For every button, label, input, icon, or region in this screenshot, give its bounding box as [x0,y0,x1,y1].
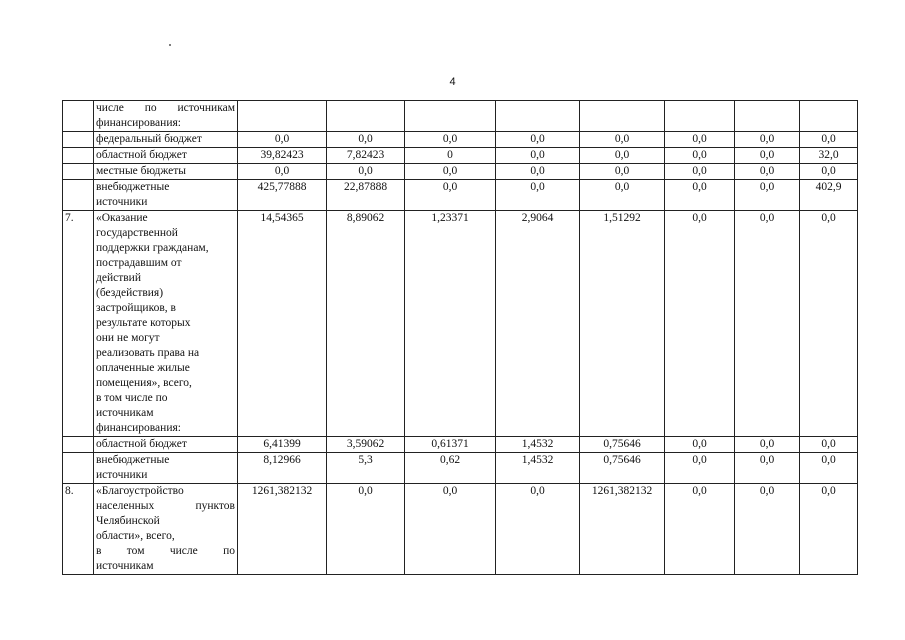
value-cell-4: 0,0 [496,132,580,148]
value-cell-4: 0,0 [496,164,580,180]
description-line: источникам [96,560,154,572]
description-line: государственной [96,227,178,239]
value-cell-6: 0,0 [665,437,735,453]
value-cell-8: 32,0 [800,148,858,164]
description-cell [94,211,238,437]
value-cell-8: 0,0 [800,484,858,575]
description-cell [94,453,238,484]
value-cell-6 [665,101,735,132]
value-cell-7: 0,0 [735,437,800,453]
value-cell-8: 0,0 [800,164,858,180]
description-line: числе по источникам [96,102,235,114]
row-number-cell [63,180,94,211]
description-line: внебюджетные [96,181,170,193]
description-line: источники [96,469,148,481]
description-line: областной бюджет [96,149,187,161]
value-cell-2: 3,59062 [327,437,405,453]
description-line: пострадавшим от [96,257,182,269]
table-row [63,148,858,164]
value-cell-8: 0,0 [800,453,858,484]
value-cell-4: 1,4532 [496,453,580,484]
value-cell-4: 2,9064 [496,211,580,437]
description-line: результате которых [96,317,191,329]
value-cell-1: 6,41399 [238,437,327,453]
row-number-cell [63,164,94,180]
description-line: Челябинской [96,515,160,527]
value-cell-8: 402,9 [800,180,858,211]
table-row [63,484,858,575]
value-cell-2: 0,0 [327,164,405,180]
description-line: федеральный бюджет [96,133,202,145]
value-cell-5: 0,75646 [580,437,665,453]
table-row [63,132,858,148]
description-line: действий [96,272,141,284]
description-line: в том числе по [96,392,168,404]
value-cell-5: 0,0 [580,148,665,164]
value-cell-7: 0,0 [735,211,800,437]
description-line: населенных пунктов [96,500,235,512]
value-cell-3 [405,101,496,132]
description-cell [94,101,238,132]
page-number: 4 [449,76,456,88]
value-cell-7: 0,0 [735,132,800,148]
value-cell-3: 0,61371 [405,437,496,453]
value-cell-3: 0,62 [405,453,496,484]
table-row [63,180,858,211]
value-cell-2: 0,0 [327,132,405,148]
value-cell-4: 0,0 [496,180,580,211]
value-cell-5: 0,0 [580,132,665,148]
table-row [63,437,858,453]
value-cell-3: 0,0 [405,164,496,180]
value-cell-5: 0,75646 [580,453,665,484]
description-line: в том числе по [96,545,235,557]
value-cell-5: 0,0 [580,164,665,180]
value-cell-1: 8,12966 [238,453,327,484]
value-cell-8 [800,101,858,132]
description-line: оплаченные жилые [96,362,190,374]
value-cell-1: 14,54365 [238,211,327,437]
description-line: они не могут [96,332,160,344]
value-cell-4 [496,101,580,132]
value-cell-1: 425,77888 [238,180,327,211]
description-line: реализовать права на [96,347,200,359]
description-line: областной бюджет [96,438,187,450]
description-line: источники [96,196,148,208]
description-cell [94,148,238,164]
value-cell-8: 0,0 [800,211,858,437]
value-cell-6: 0,0 [665,148,735,164]
row-number-cell [63,132,94,148]
value-cell-6: 0,0 [665,180,735,211]
value-cell-3: 0,0 [405,180,496,211]
description-line: «Оказание [96,212,148,224]
description-line: области», всего, [96,530,175,542]
value-cell-2: 7,82423 [327,148,405,164]
row-number-cell: 7. [63,211,94,437]
value-cell-5: 1,51292 [580,211,665,437]
value-cell-8: 0,0 [800,132,858,148]
table-row [63,211,858,437]
value-cell-4: 1,4532 [496,437,580,453]
table-row [63,164,858,180]
value-cell-4: 0,0 [496,148,580,164]
value-cell-1: 0,0 [238,132,327,148]
description-line: поддержки гражданам, [96,242,209,254]
value-cell-6: 0,0 [665,132,735,148]
value-cell-5: 0,0 [580,180,665,211]
description-cell [94,437,238,453]
value-cell-7: 0,0 [735,484,800,575]
value-cell-2: 8,89062 [327,211,405,437]
description-line: «Благоустройство [96,485,184,497]
value-cell-3: 0,0 [405,132,496,148]
value-cell-1: 1261,382132 [238,484,327,575]
value-cell-7: 0,0 [735,453,800,484]
value-cell-7: 0,0 [735,148,800,164]
row-number-cell [63,453,94,484]
description-cell [94,164,238,180]
description-line: (бездействия) [96,287,164,299]
description-line: внебюджетные [96,454,170,466]
value-cell-6: 0,0 [665,453,735,484]
description-cell [94,484,238,575]
table-row [63,101,858,132]
value-cell-6: 0,0 [665,164,735,180]
value-cell-2: 5,3 [327,453,405,484]
value-cell-7: 0,0 [735,180,800,211]
value-cell-1: 39,82423 [238,148,327,164]
row-number-cell [63,148,94,164]
description-line: финансирования: [96,117,181,129]
description-line: помещения», всего, [96,377,192,389]
table-row [63,453,858,484]
row-number-cell [63,437,94,453]
description-line: застройщиков, в [96,302,176,314]
description-line: источникам [96,407,154,419]
value-cell-8: 0,0 [800,437,858,453]
description-cell [94,180,238,211]
value-cell-2 [327,101,405,132]
value-cell-2: 0,0 [327,484,405,575]
value-cell-4: 0,0 [496,484,580,575]
value-cell-6: 0,0 [665,211,735,437]
value-cell-1: 0,0 [238,164,327,180]
budget-table [62,100,858,575]
value-cell-3: 0 [405,148,496,164]
description-cell [94,132,238,148]
value-cell-7 [735,101,800,132]
table-body [63,101,858,575]
description-line: местные бюджеты [96,165,187,177]
value-cell-2: 22,87888 [327,180,405,211]
value-cell-3: 0,0 [405,484,496,575]
row-number-cell: 8. [63,484,94,575]
scan-speck [169,44,171,46]
value-cell-3: 1,23371 [405,211,496,437]
value-cell-5 [580,101,665,132]
row-number-cell [63,101,94,132]
description-line: финансирования: [96,422,181,434]
value-cell-6: 0,0 [665,484,735,575]
value-cell-1 [238,101,327,132]
value-cell-5: 1261,382132 [580,484,665,575]
value-cell-7: 0,0 [735,164,800,180]
